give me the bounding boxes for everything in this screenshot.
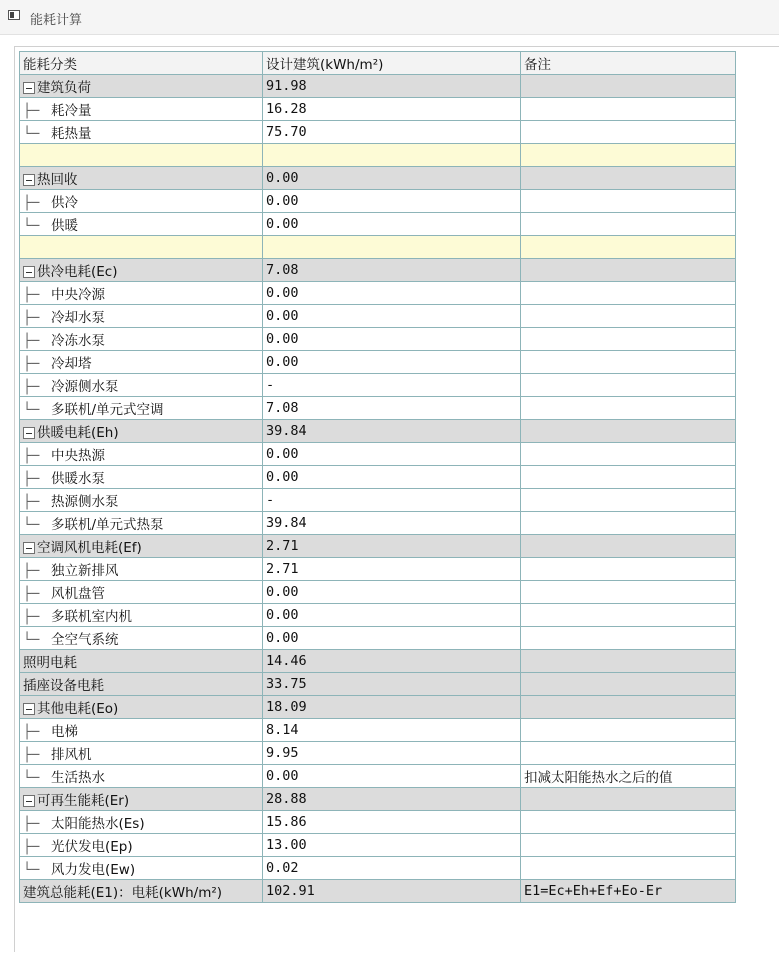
category-label: 插座设备电耗 bbox=[23, 678, 104, 694]
group-row[interactable] bbox=[20, 673, 736, 696]
remark-cell[interactable] bbox=[521, 581, 736, 604]
separator-cell bbox=[20, 144, 263, 167]
group-row[interactable] bbox=[20, 420, 736, 443]
value-cell[interactable]: 18.09 bbox=[263, 696, 521, 719]
category-cell[interactable] bbox=[20, 627, 263, 650]
category-cell[interactable] bbox=[20, 121, 263, 144]
category-label: 多联机/单元式热泵 bbox=[51, 517, 164, 533]
category-label: 风机盘管 bbox=[51, 586, 105, 602]
value-cell[interactable]: 28.88 bbox=[263, 788, 521, 811]
value-cell[interactable]: 0.00 bbox=[263, 167, 521, 190]
remark-cell[interactable] bbox=[521, 259, 736, 282]
table-row[interactable] bbox=[20, 857, 736, 880]
category-cell[interactable] bbox=[20, 696, 263, 719]
remark-cell[interactable] bbox=[521, 75, 736, 98]
category-cell[interactable] bbox=[20, 466, 263, 489]
category-label: 建筑总能耗(E1)：电耗(kWh/m²) bbox=[23, 885, 223, 901]
remark-cell[interactable] bbox=[521, 604, 736, 627]
group-row[interactable] bbox=[20, 535, 736, 558]
category-cell[interactable] bbox=[20, 489, 263, 512]
value-cell[interactable]: 8.14 bbox=[263, 719, 521, 742]
tree-line-icon: ├─ bbox=[23, 586, 40, 602]
tree-line-icon: └─ bbox=[23, 632, 40, 648]
tree-line-icon: ├─ bbox=[23, 563, 40, 579]
group-row[interactable] bbox=[20, 696, 736, 719]
category-cell[interactable] bbox=[20, 558, 263, 581]
tree-line-icon: ├─ bbox=[23, 839, 40, 855]
value-cell[interactable]: 75.70 bbox=[263, 121, 521, 144]
table-row[interactable] bbox=[20, 742, 736, 765]
value-cell[interactable]: 0.00 bbox=[263, 604, 521, 627]
category-label: 冷源侧水泵 bbox=[51, 379, 119, 395]
tree-line-icon: └─ bbox=[23, 218, 40, 234]
category-cell[interactable] bbox=[20, 98, 263, 121]
remark-cell[interactable] bbox=[521, 811, 736, 834]
value-cell[interactable]: 2.71 bbox=[263, 558, 521, 581]
category-cell[interactable] bbox=[20, 75, 263, 98]
remark-cell[interactable] bbox=[521, 190, 736, 213]
category-cell[interactable] bbox=[20, 742, 263, 765]
category-label: 热源侧水泵 bbox=[51, 494, 119, 510]
category-cell[interactable] bbox=[20, 328, 263, 351]
category-label: 热回收 bbox=[37, 172, 78, 188]
remark-cell[interactable] bbox=[521, 121, 736, 144]
table-row[interactable] bbox=[20, 558, 736, 581]
remark-cell[interactable] bbox=[521, 489, 736, 512]
table-row[interactable] bbox=[20, 374, 736, 397]
value-cell[interactable]: 0.02 bbox=[263, 857, 521, 880]
window-title: 能耗计算 bbox=[30, 13, 83, 28]
energy-table-panel bbox=[14, 46, 779, 952]
tree-line-icon: ├─ bbox=[23, 379, 40, 395]
remark-cell[interactable] bbox=[521, 857, 736, 880]
table-row[interactable] bbox=[20, 190, 736, 213]
tree-line-icon: ├─ bbox=[23, 195, 40, 211]
value-cell[interactable]: 0.00 bbox=[263, 282, 521, 305]
category-cell[interactable] bbox=[20, 880, 263, 903]
category-cell[interactable] bbox=[20, 604, 263, 627]
value-cell[interactable]: 0.00 bbox=[263, 351, 521, 374]
value-cell[interactable]: 0.00 bbox=[263, 213, 521, 236]
tree-line-icon: └─ bbox=[23, 517, 40, 533]
remark-cell[interactable]: 扣减太阳能热水之后的值 bbox=[521, 765, 736, 788]
category-label: 独立新排风 bbox=[51, 563, 119, 579]
category-label: 建筑负荷 bbox=[37, 80, 91, 96]
collapse-toggle-icon[interactable] bbox=[23, 82, 35, 94]
remark-cell[interactable] bbox=[521, 328, 736, 351]
category-cell[interactable] bbox=[20, 397, 263, 420]
remark-cell[interactable] bbox=[521, 788, 736, 811]
tree-line-icon: ├─ bbox=[23, 287, 40, 303]
category-label: 供暖 bbox=[51, 218, 78, 234]
tree-line-icon: ├─ bbox=[23, 747, 40, 763]
header-category[interactable]: 能耗分类 bbox=[20, 52, 263, 75]
category-cell[interactable] bbox=[20, 512, 263, 535]
table-body bbox=[20, 75, 736, 903]
category-cell[interactable] bbox=[20, 259, 263, 282]
value-cell[interactable]: 16.28 bbox=[263, 98, 521, 121]
separator-cell bbox=[20, 236, 263, 259]
tree-line-icon: ├─ bbox=[23, 333, 40, 349]
remark-cell[interactable] bbox=[521, 834, 736, 857]
remark-cell[interactable] bbox=[521, 443, 736, 466]
remark-cell[interactable] bbox=[521, 719, 736, 742]
category-label: 全空气系统 bbox=[51, 632, 119, 648]
value-cell[interactable]: 15.86 bbox=[263, 811, 521, 834]
value-cell[interactable]: 0.00 bbox=[263, 765, 521, 788]
remark-cell[interactable] bbox=[521, 98, 736, 121]
table-row[interactable] bbox=[20, 98, 736, 121]
tree-line-icon: ├─ bbox=[23, 724, 40, 740]
remark-cell[interactable] bbox=[521, 466, 736, 489]
table-row[interactable] bbox=[20, 397, 736, 420]
collapse-toggle-icon[interactable] bbox=[23, 542, 35, 554]
table-row[interactable] bbox=[20, 121, 736, 144]
category-label: 多联机室内机 bbox=[51, 609, 132, 625]
remark-cell[interactable] bbox=[521, 512, 736, 535]
category-cell[interactable] bbox=[20, 443, 263, 466]
group-row[interactable] bbox=[20, 788, 736, 811]
category-cell[interactable] bbox=[20, 282, 263, 305]
category-cell[interactable] bbox=[20, 673, 263, 696]
separator-cell bbox=[263, 236, 521, 259]
remark-cell[interactable] bbox=[521, 535, 736, 558]
category-label: 生活热水 bbox=[51, 770, 105, 786]
separator-cell bbox=[521, 144, 736, 167]
value-cell[interactable]: 0.00 bbox=[263, 581, 521, 604]
category-cell[interactable] bbox=[20, 811, 263, 834]
category-cell[interactable] bbox=[20, 834, 263, 857]
tree-line-icon: ├─ bbox=[23, 310, 40, 326]
remark-cell[interactable]: E1=Ec+Eh+Ef+Eo-Er bbox=[521, 880, 736, 903]
table-row[interactable] bbox=[20, 765, 736, 788]
category-label: 排风机 bbox=[51, 747, 92, 763]
remark-cell[interactable] bbox=[521, 305, 736, 328]
category-label: 供冷电耗(Ec) bbox=[37, 264, 118, 280]
group-row[interactable] bbox=[20, 75, 736, 98]
tree-line-icon: ├─ bbox=[23, 103, 40, 119]
category-label: 耗热量 bbox=[51, 126, 92, 142]
remark-cell[interactable] bbox=[521, 282, 736, 305]
table-row[interactable] bbox=[20, 328, 736, 351]
category-cell[interactable] bbox=[20, 765, 263, 788]
collapse-toggle-icon[interactable] bbox=[23, 427, 35, 439]
category-label: 冷冻水泵 bbox=[51, 333, 105, 349]
value-cell[interactable]: 0.00 bbox=[263, 627, 521, 650]
category-label: 其他电耗(Eo) bbox=[37, 701, 119, 717]
category-cell[interactable] bbox=[20, 190, 263, 213]
category-cell[interactable] bbox=[20, 650, 263, 673]
value-cell[interactable]: - bbox=[263, 489, 521, 512]
separator-cell bbox=[521, 236, 736, 259]
value-cell[interactable]: 0.00 bbox=[263, 328, 521, 351]
table-row[interactable] bbox=[20, 719, 736, 742]
title-bar bbox=[0, 0, 779, 35]
value-cell[interactable]: 33.75 bbox=[263, 673, 521, 696]
table-row[interactable] bbox=[20, 466, 736, 489]
collapse-toggle-icon[interactable] bbox=[23, 174, 35, 186]
tree-line-icon: ├─ bbox=[23, 609, 40, 625]
category-label: 中央热源 bbox=[51, 448, 105, 464]
remark-cell[interactable] bbox=[521, 374, 736, 397]
tree-line-icon: ├─ bbox=[23, 494, 40, 510]
value-cell[interactable]: 0.00 bbox=[263, 305, 521, 328]
table-row[interactable] bbox=[20, 811, 736, 834]
value-cell[interactable]: - bbox=[263, 374, 521, 397]
category-label: 供暖水泵 bbox=[51, 471, 105, 487]
category-cell[interactable] bbox=[20, 535, 263, 558]
tree-line-icon: ├─ bbox=[23, 356, 40, 372]
remark-cell[interactable] bbox=[521, 351, 736, 374]
remark-cell[interactable] bbox=[521, 696, 736, 719]
value-cell[interactable]: 0.00 bbox=[263, 466, 521, 489]
energy-table bbox=[19, 51, 736, 903]
category-label: 中央冷源 bbox=[51, 287, 105, 303]
table-row[interactable] bbox=[20, 627, 736, 650]
category-label: 电梯 bbox=[51, 724, 78, 740]
category-cell[interactable] bbox=[20, 374, 263, 397]
value-cell[interactable]: 14.46 bbox=[263, 650, 521, 673]
value-cell[interactable]: 102.91 bbox=[263, 880, 521, 903]
separator-cell bbox=[263, 144, 521, 167]
category-label: 太阳能热水(Es) bbox=[51, 816, 145, 832]
category-cell[interactable] bbox=[20, 719, 263, 742]
category-cell[interactable] bbox=[20, 420, 263, 443]
category-label: 空调风机电耗(Ef) bbox=[37, 540, 142, 556]
category-label: 光伏发电(Ep) bbox=[51, 839, 133, 855]
category-cell[interactable] bbox=[20, 167, 263, 190]
tree-line-icon: ├─ bbox=[23, 471, 40, 487]
remark-cell[interactable] bbox=[521, 673, 736, 696]
table-row[interactable] bbox=[20, 489, 736, 512]
category-label: 冷却水泵 bbox=[51, 310, 105, 326]
remark-cell[interactable] bbox=[521, 558, 736, 581]
table-row[interactable] bbox=[20, 213, 736, 236]
tree-line-icon: └─ bbox=[23, 770, 40, 786]
value-cell[interactable]: 0.00 bbox=[263, 443, 521, 466]
value-cell[interactable]: 9.95 bbox=[263, 742, 521, 765]
table-row[interactable] bbox=[20, 581, 736, 604]
header-design-building[interactable]: 设计建筑(kWh/m²) bbox=[263, 52, 521, 75]
remark-cell[interactable] bbox=[521, 627, 736, 650]
group-row[interactable] bbox=[20, 167, 736, 190]
group-row[interactable] bbox=[20, 650, 736, 673]
category-label: 风力发电(Ew) bbox=[51, 862, 136, 878]
category-cell[interactable] bbox=[20, 213, 263, 236]
category-cell[interactable] bbox=[20, 581, 263, 604]
remark-cell[interactable] bbox=[521, 742, 736, 765]
table-row[interactable] bbox=[20, 834, 736, 857]
tree-line-icon: ├─ bbox=[23, 816, 40, 832]
category-label: 冷却塔 bbox=[51, 356, 92, 372]
table-row[interactable] bbox=[20, 351, 736, 374]
separator-row bbox=[20, 144, 736, 167]
header-remarks[interactable]: 备注 bbox=[521, 52, 736, 75]
category-label: 供冷 bbox=[51, 195, 78, 211]
value-cell[interactable]: 91.98 bbox=[263, 75, 521, 98]
tree-line-icon: └─ bbox=[23, 126, 40, 142]
table-row[interactable] bbox=[20, 512, 736, 535]
category-cell[interactable] bbox=[20, 857, 263, 880]
category-cell[interactable] bbox=[20, 305, 263, 328]
group-row[interactable] bbox=[20, 880, 736, 903]
remark-cell[interactable] bbox=[521, 167, 736, 190]
separator-row bbox=[20, 236, 736, 259]
tree-line-icon: ├─ bbox=[23, 448, 40, 464]
tree-line-icon: └─ bbox=[23, 862, 40, 878]
category-cell[interactable] bbox=[20, 351, 263, 374]
table-row[interactable] bbox=[20, 443, 736, 466]
table-row[interactable] bbox=[20, 282, 736, 305]
value-cell[interactable]: 7.08 bbox=[263, 397, 521, 420]
app-icon bbox=[8, 10, 20, 20]
group-row[interactable] bbox=[20, 259, 736, 282]
table-row[interactable] bbox=[20, 305, 736, 328]
category-label: 可再生能耗(Er) bbox=[37, 793, 130, 809]
value-cell[interactable]: 39.84 bbox=[263, 420, 521, 443]
remark-cell[interactable] bbox=[521, 213, 736, 236]
value-cell[interactable]: 39.84 bbox=[263, 512, 521, 535]
category-label: 耗冷量 bbox=[51, 103, 92, 119]
remark-cell[interactable] bbox=[521, 650, 736, 673]
collapse-toggle-icon[interactable] bbox=[23, 266, 35, 278]
value-cell[interactable]: 7.08 bbox=[263, 259, 521, 282]
tree-line-icon: └─ bbox=[23, 402, 40, 418]
category-label: 供暖电耗(Eh) bbox=[37, 425, 119, 441]
category-label: 照明电耗 bbox=[23, 655, 77, 671]
table-header-row bbox=[20, 52, 736, 75]
table-row[interactable] bbox=[20, 604, 736, 627]
collapse-toggle-icon[interactable] bbox=[23, 795, 35, 807]
value-cell[interactable]: 0.00 bbox=[263, 190, 521, 213]
category-cell[interactable] bbox=[20, 788, 263, 811]
remark-cell[interactable] bbox=[521, 397, 736, 420]
value-cell[interactable]: 13.00 bbox=[263, 834, 521, 857]
collapse-toggle-icon[interactable] bbox=[23, 703, 35, 715]
category-label: 多联机/单元式空调 bbox=[51, 402, 164, 418]
value-cell[interactable]: 2.71 bbox=[263, 535, 521, 558]
remark-cell[interactable] bbox=[521, 420, 736, 443]
